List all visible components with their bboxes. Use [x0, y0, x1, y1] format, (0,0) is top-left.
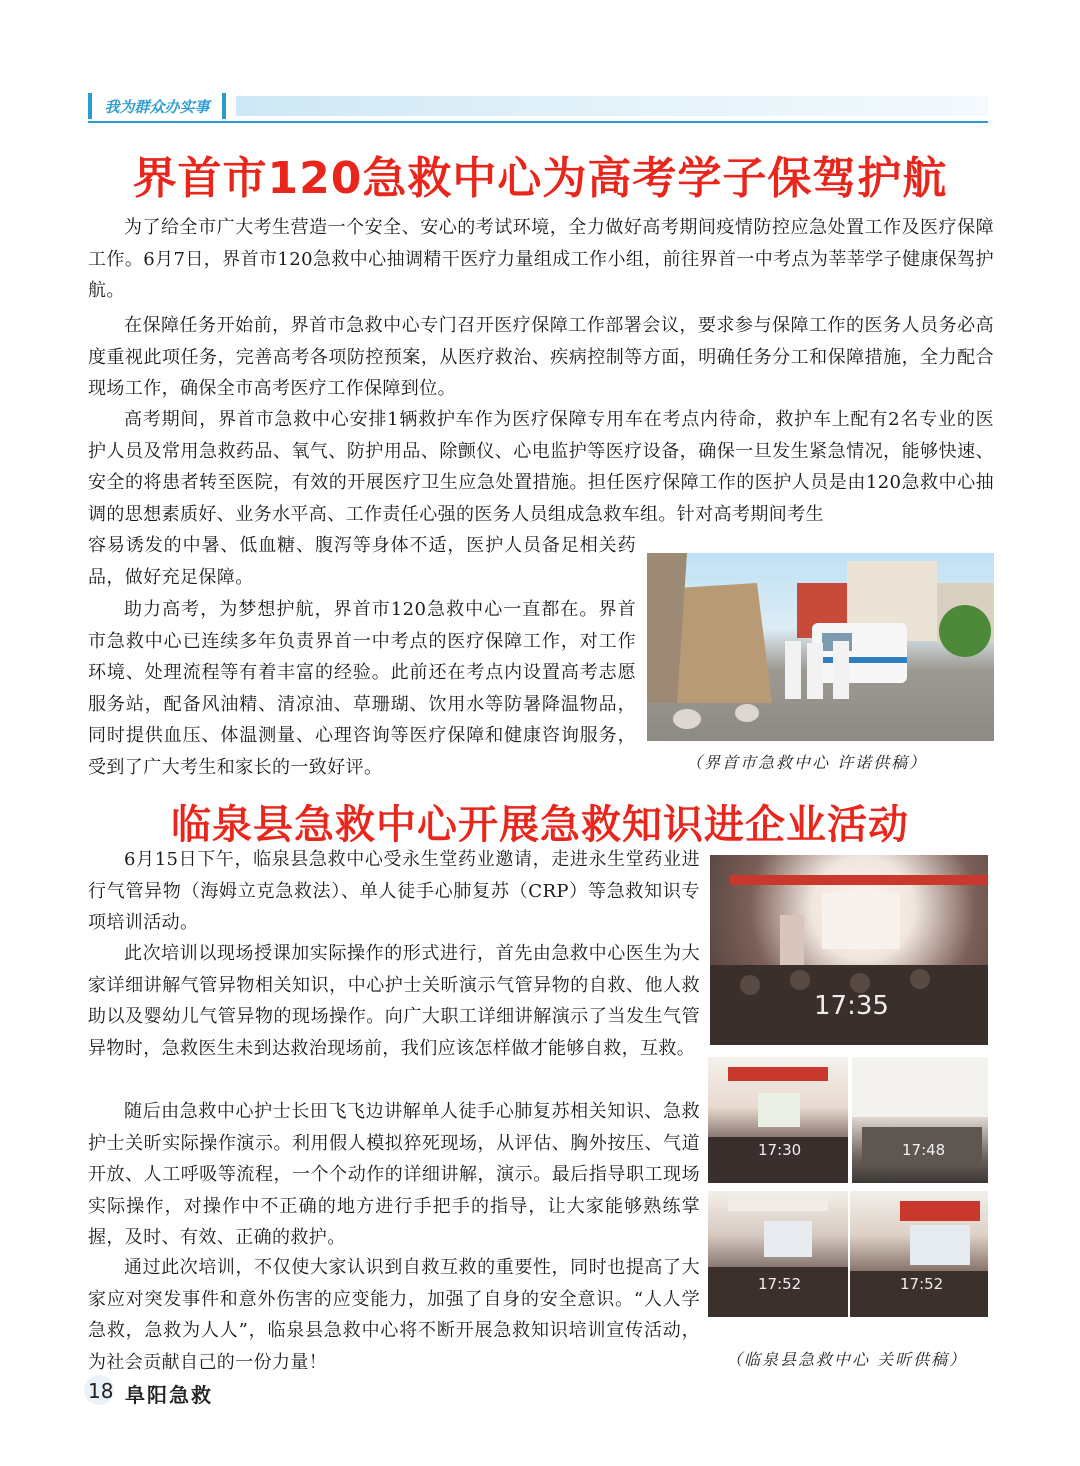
training-photo-5 — [850, 1191, 988, 1317]
column-tag-label: 我为群众办实事 — [104, 97, 210, 116]
article1-paragraph-3-cont: 容易诱发的中暑、低血糖、腹泻等身体不适，医护人员备足相关药品，做好充足保障。 — [88, 535, 636, 588]
training-photo-3 — [852, 1057, 988, 1183]
header-bar — [236, 96, 988, 116]
article1-caption: （界首市急救中心 许诺供稿） — [686, 753, 928, 772]
article2-paragraph-1: 6月15日下午，临泉县急救中心受永生堂药业邀请，走进永生堂药业进行气管异物（海姆立克急救法）、单人徒手心肺复苏（CRP）等急救知识专项培训活动。 — [88, 849, 700, 933]
training-photo-2 — [708, 1057, 848, 1183]
photo-timestamp: 17:35 — [814, 991, 889, 1021]
photo-timestamp: 17:52 — [900, 1275, 944, 1293]
photo-timestamp: 17:52 — [758, 1275, 802, 1293]
article2-caption: （临泉县急救中心 关昕供稿） — [726, 1350, 968, 1369]
article2-paragraph-2: 此次培训以现场授课加实际操作的形式进行，首先由急救中心医生为大家详细讲解气管异物相关知识，中心护士关昕演示气管异物的自救、他人救助以及婴幼儿气管异物的现场操作。向广大职工详细讲解演示了当发生气管异物时，急救医生未到达救治现场前，我们应该怎样做才能够自救，互救。 — [88, 943, 700, 1059]
article1-paragraph-3: 高考期间，界首市急救中心安排1辆救护车作为医疗保障专用车在考点内待命，救护车上配有2名专业的医护人员及常用急救药品、氧气、防护用品、除颤仪、心电监护等医疗设备，确保一旦发生紧急情况，能够快速、安全的将患者转至医院，有效的开展医疗卫生应急处置措施。担任医疗保障工作的医护人员是由120急救中心抽调的思想素质好、业务水平高、工作责任心强的医务人员组成急救车组。针对高考期间考生 — [88, 409, 994, 525]
page-number: 18 — [88, 1379, 114, 1403]
header-divider — [88, 121, 988, 123]
article1-paragraph-2: 在保障任务开始前，界首市急救中心专门召开医疗保障工作部署会议，要求参与保障工作的医务人员务必高度重视此项任务，完善高考各项防控预案，从医疗救治、疾病控制等方面，明确任务分工和保障措施，全力配合现场工作，确保全市高考医疗工作保障到位。 — [88, 315, 994, 399]
ambulance-photo — [647, 553, 994, 741]
column-tag — [88, 93, 226, 119]
article2-paragraph-3: 随后由急救中心护士长田飞飞边讲解单人徒手心肺复苏相关知识、急救护士关昕实际操作演示。利用假人模拟猝死现场，从评估、胸外按压、气道开放、人工呼吸等流程，一个个动作的详细讲解，演示。最后指导职工现场实际操作，对操作中不正确的地方进行手把手的指导，让大家能够熟练掌握，及时、有效、正确的救护。 — [88, 1101, 700, 1248]
article2-title: 临泉县急救中心开展急救知识进企业活动 — [171, 802, 909, 848]
article2-paragraph-4: 通过此次培训，不仅使大家认识到自救互救的重要性，同时也提高了大家应对突发事件和意外伤害的应变能力，加强了自身的安全意识。“人人学急救，急救为人人”，临泉县急救中心将不断开展急救知识培训宣传活动，为社会贡献自己的一份力量！ — [88, 1257, 700, 1373]
training-photo-4 — [708, 1191, 848, 1317]
article1-paragraph-4: 助力高考，为梦想护航，界首市120急救中心一直都在。界首市急救中心已连续多年负责界首一中考点的医疗保障工作，对工作环境、处理流程等有着丰富的经验。此前还在考点内设置高考志愿服务站，配备风油精、清凉油、草珊瑚、饮用水等防暑降温物品，同时提供血压、体温测量、心理咨询等医疗保障和健康咨询服务，受到了广大考生和家长的一致好评。 — [88, 599, 636, 778]
article1-title: 界首市120急救中心为高考学子保驾护航 — [132, 153, 948, 204]
training-photo-main — [710, 855, 988, 1045]
photo-timestamp: 17:30 — [758, 1141, 802, 1159]
article1-paragraph-1: 为了给全市广大考生营造一个安全、安心的考试环境，全力做好高考期间疫情防控应急处置工作及医疗保障工作。6月7日，界首市120急救中心抽调精干医疗力量组成工作小组，前往界首一中考点为莘莘学子健康保驾护航。 — [88, 217, 994, 301]
publication-name: 阜阳急救 — [125, 1383, 213, 1407]
photo-timestamp: 17:48 — [902, 1141, 946, 1159]
